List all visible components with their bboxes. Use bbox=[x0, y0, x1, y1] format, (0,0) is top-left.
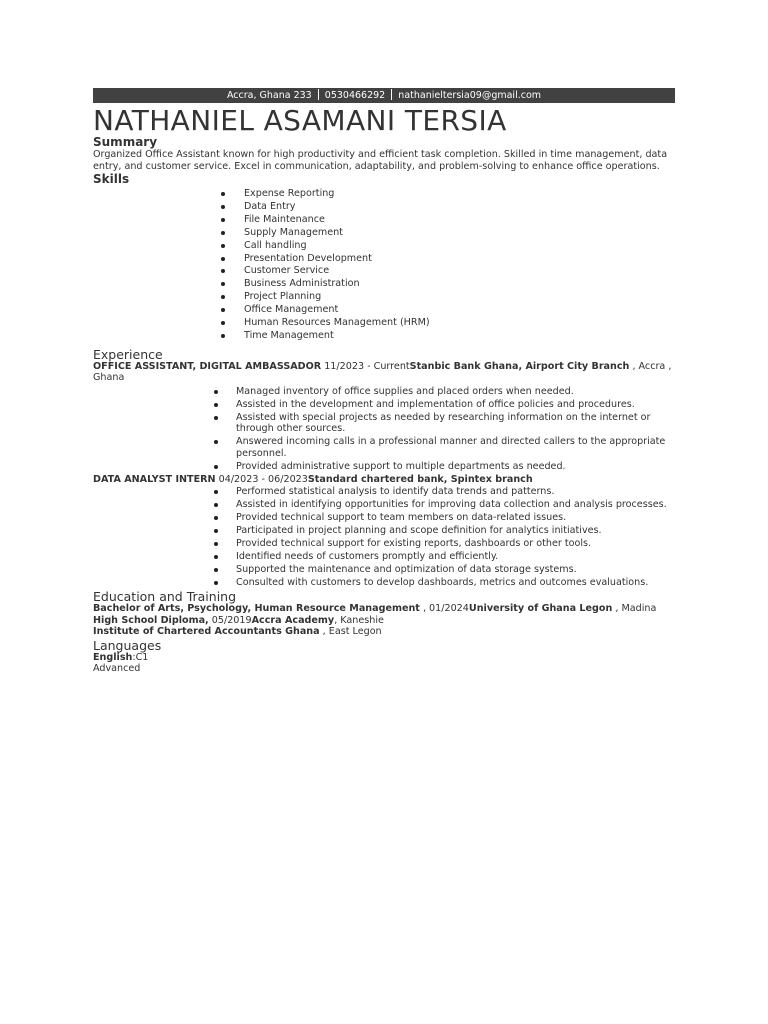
job-bullet: Assisted in the development and implementation of office policies and procedures. bbox=[93, 399, 675, 411]
experience-heading: Experience bbox=[93, 346, 163, 362]
job-bullet: Managed inventory of office supplies and placed orders when needed. bbox=[93, 386, 675, 398]
job-company: Standard chartered bank, Spintex branch bbox=[307, 473, 533, 485]
job-bullet: Provided technical support for existing reports, dashboards or other tools. bbox=[93, 538, 675, 550]
education-school: Accra Academy bbox=[251, 614, 335, 626]
candidate-name: NATHANIEL ASAMANI TERSIA bbox=[93, 104, 507, 137]
education-location: , East Legon bbox=[319, 626, 382, 638]
job-bullet: Identified needs of customers promptly and efficiently. bbox=[93, 551, 675, 563]
summary-heading: Summary bbox=[93, 135, 158, 149]
language-level-code: :C1 bbox=[132, 651, 149, 663]
education-degree: Bachelor of Arts, Psychology, Human Resource Management bbox=[93, 603, 420, 615]
job-location: , Accra , Ghana bbox=[93, 360, 672, 384]
skill-item: Data Entry bbox=[93, 201, 675, 214]
job-bullet: Provided administrative support to multiple departments as needed. bbox=[93, 461, 675, 473]
skill-item: Human Resources Management (HRM) bbox=[93, 317, 675, 330]
job-header bbox=[93, 361, 675, 384]
job-role: OFFICE ASSISTANT, DIGITAL AMBASSADOR bbox=[93, 360, 322, 372]
education-heading: Education and Training bbox=[93, 589, 237, 605]
education-entry bbox=[93, 626, 675, 638]
job-bullet: Assisted with special projects as needed by researching information on the internet or through other sources. bbox=[93, 412, 675, 435]
education-school: University of Ghana Legon bbox=[468, 603, 613, 615]
job-bullet: Performed statistical analysis to identify data trends and patterns. bbox=[93, 486, 675, 498]
skill-item: Time Management bbox=[93, 330, 675, 343]
contact-bar bbox=[93, 88, 675, 103]
skill-item: Supply Management bbox=[93, 227, 675, 240]
contact-divider bbox=[391, 89, 392, 100]
job-bullet: Supported the maintenance and optimization of data storage systems. bbox=[93, 564, 675, 576]
skills-list bbox=[93, 188, 675, 343]
job-bullets bbox=[93, 486, 675, 589]
education-date: 05/2019 bbox=[208, 614, 252, 626]
contact-phone: 0530466292 bbox=[324, 90, 386, 101]
education-degree: High School Diploma, bbox=[93, 614, 209, 626]
job-bullet: Assisted in identifying opportunities for improving data collection and analysis processes. bbox=[93, 499, 675, 511]
skill-item: File Maintenance bbox=[93, 214, 675, 227]
language-level: Advanced bbox=[93, 663, 141, 675]
job-bullets bbox=[93, 386, 675, 473]
job-dates: 04/2023 - 06/2023 bbox=[215, 473, 308, 485]
job-bullet: Provided technical support to team members on data-related issues. bbox=[93, 512, 675, 524]
skill-item: Expense Reporting bbox=[93, 188, 675, 201]
job-bullet: Participated in project planning and scope definition for analytics initiatives. bbox=[93, 525, 675, 537]
education-degree: Institute of Chartered Accountants Ghana bbox=[93, 626, 320, 638]
languages-heading: Languages bbox=[93, 637, 162, 653]
skill-item: Customer Service bbox=[93, 265, 675, 278]
job-bullet: Consulted with customers to develop dashboards, metrics and outcomes evaluations. bbox=[93, 577, 675, 589]
job-company: Stanbic Bank Ghana, Airport City Branch bbox=[409, 360, 630, 372]
summary-text: Organized Office Assistant known for high productivity and efficient task completion. Skilled in time management, data entry, and customer service. Excel in communication, adaptability, and problem-solving to enhance office operations. bbox=[93, 149, 668, 172]
skill-item: Project Planning bbox=[93, 291, 675, 304]
skill-item: Office Management bbox=[93, 304, 675, 317]
contact-location: Accra, Ghana 233 bbox=[226, 90, 312, 101]
skill-item: Presentation Development bbox=[93, 253, 675, 266]
skills-heading: Skills bbox=[93, 172, 130, 186]
job-header bbox=[93, 474, 675, 486]
job-bullet: Answered incoming calls in a professional manner and directed callers to the appropriate personnel. bbox=[93, 436, 675, 459]
education-entries bbox=[93, 603, 675, 626]
contact-email: nathanieltersia09@gmail.com bbox=[398, 90, 542, 101]
language-name: English bbox=[93, 651, 133, 663]
job-dates: 11/2023 - Current bbox=[321, 360, 410, 372]
education-location: , Madina bbox=[612, 603, 657, 615]
education-location: , Kaneshie bbox=[334, 614, 384, 626]
contact-divider bbox=[318, 89, 319, 100]
resume-page bbox=[93, 88, 675, 675]
skill-item: Business Administration bbox=[93, 278, 675, 291]
education-date: , 01/2024 bbox=[419, 603, 469, 615]
job-role: DATA ANALYST INTERN bbox=[93, 473, 216, 485]
skill-item: Call handling bbox=[93, 240, 675, 253]
language-entry bbox=[93, 652, 675, 664]
